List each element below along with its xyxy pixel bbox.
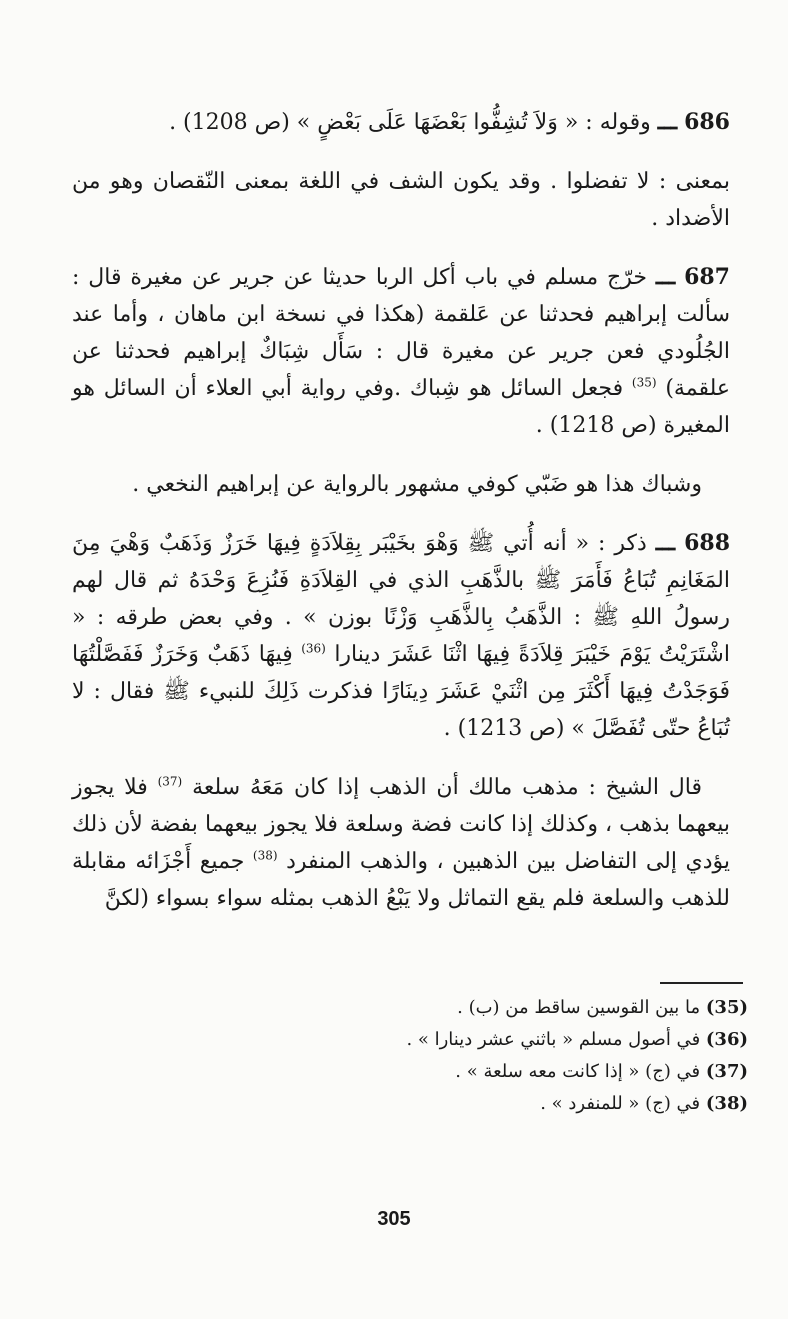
- footnote-separator: [660, 982, 743, 984]
- entry-text-continued: فِيهَا ذَهَبٌ وَخَرَزٌ فَفَصَّلْتُهَا فَوَجَدْتُ فِيهَا أَكْثَرَ مِن اثْنَيْ عَشَرَ دِينَارًا فذكرت ذَلِكَ للنبيء ﷺ فقال : لا تُبَاعُ حتّى تُفَصَّلَ » (ص 1213) .: [72, 642, 730, 741]
- footnote-number: (37): [705, 1061, 748, 1082]
- paragraph-sheikh: [72, 769, 730, 917]
- footnote-ref-36: (36): [301, 641, 326, 656]
- footnote-text: في أصول مسلم « باثني عشر دينارا » .: [406, 1029, 701, 1050]
- entry-text-continued: فجعل السائل هو شِباك .وفي رواية أبي العلاء أن السائل هو المغيرة (ص 1218) .: [72, 376, 730, 438]
- entry-number: 687: [684, 264, 730, 290]
- entry-688: [72, 525, 730, 747]
- footnote-38: [150, 1088, 748, 1120]
- footnote-number: (38): [705, 1093, 748, 1114]
- paragraph-text-middle: فلا يجوز بيعهما بذهب ، وكذلك إذا كانت فضة وسلعة فلا يجوز بيعهما بفضة لأن ذلك يؤدي إلى التفاضل بين الذهبين ، والذهب المنفرد: [72, 775, 730, 874]
- entry-dash: ـــ: [657, 109, 678, 135]
- footnote-number: (36): [705, 1029, 748, 1050]
- paragraph-text: بمعنى : لا تفضلوا . وقد يكون الشف في اللغة بمعنى النّقصان وهو من الأضداد .: [72, 169, 730, 231]
- entry-text: خرّج مسلم في باب أكل الربا حديثا عن جرير عن مغيرة قال : سألت إبراهيم فحدثنا عن عَلقمة (هكذا في نسخة ابن ماهان ، وأما عند الجُلُودي فعن جرير عن مغيرة قال : سَأَل شِبَاكٌ إبراهيم فحدثنا عن علقمة): [72, 265, 730, 401]
- paragraph-text-end: جميع أَجْزَائه مقابلة للذهب والسلعة فلم يقع التماثل ولا يَبْعُ الذهب بمثله سواء بسواء (لكنَّ: [72, 849, 730, 911]
- footnote-ref-38: (38): [252, 848, 278, 863]
- footnote-text: في (ج) « للمنفرد » .: [540, 1093, 701, 1114]
- footnote-number: (35): [705, 997, 748, 1018]
- footnote-37: [150, 1056, 748, 1088]
- entry-dash: ـــ: [655, 530, 676, 556]
- footnote-text: ما بين القوسين ساقط من (ب) .: [457, 997, 701, 1018]
- entry-686: [72, 104, 730, 141]
- entry-687: [72, 259, 730, 444]
- paragraph-meaning: [72, 163, 730, 237]
- main-text: [72, 104, 730, 917]
- footnote-36: [150, 1024, 748, 1056]
- entry-text: ذكر : « أنه أُتي ﷺ وَهْوَ بخَيْبَر بِقِلاَدَةٍ فِيهَا خَرَزٌ وَذَهَبٌ وَهْيَ مِنَ المَغَانِمِ تُبَاعُ فَأَمَرَ ﷺ بالذَّهَبِ الذي في القِلاَدَةِ فَنُزِعَ وَحْدَهُ ثم قال لهم رسولُ اللهِ ﷺ : الذَّهَبُ بِالذَّهَبِ وَزْنًا بوزن » . وفي بعض طرقه : « اشْتَرَيْتُ يَوْمَ خَيْبَرَ قِلاَدَةً فِيهَا اثْنَا عَشَرَ دينارا: [72, 531, 730, 667]
- footnote-text: في (ج) « إذا كانت معه سلعة » .: [455, 1061, 701, 1082]
- paragraph-text: وشباك هذا هو ضَبّي كوفي مشهور بالرواية عن إبراهيم النخعي .: [132, 472, 702, 497]
- footnotes: [150, 992, 748, 1120]
- page-number: 305: [377, 1208, 411, 1230]
- entry-number: 688: [684, 530, 731, 556]
- paragraph-shibak: [72, 466, 730, 503]
- footnote-35: [150, 992, 748, 1024]
- footnote-ref-37: (37): [157, 774, 183, 789]
- entry-number: 686: [684, 109, 730, 135]
- entry-text: وقوله : « وَلاَ تُشِفُّوا بَعْضَهَا عَلَى بَعْضٍ » (ص 1208) .: [169, 110, 651, 135]
- footnote-ref-35: (35): [631, 375, 657, 390]
- entry-dash: ـــ: [655, 264, 676, 290]
- paragraph-text: قال الشيخ : مذهب مالك أن الذهب إذا كان مَعَهُ سلعة: [192, 775, 702, 800]
